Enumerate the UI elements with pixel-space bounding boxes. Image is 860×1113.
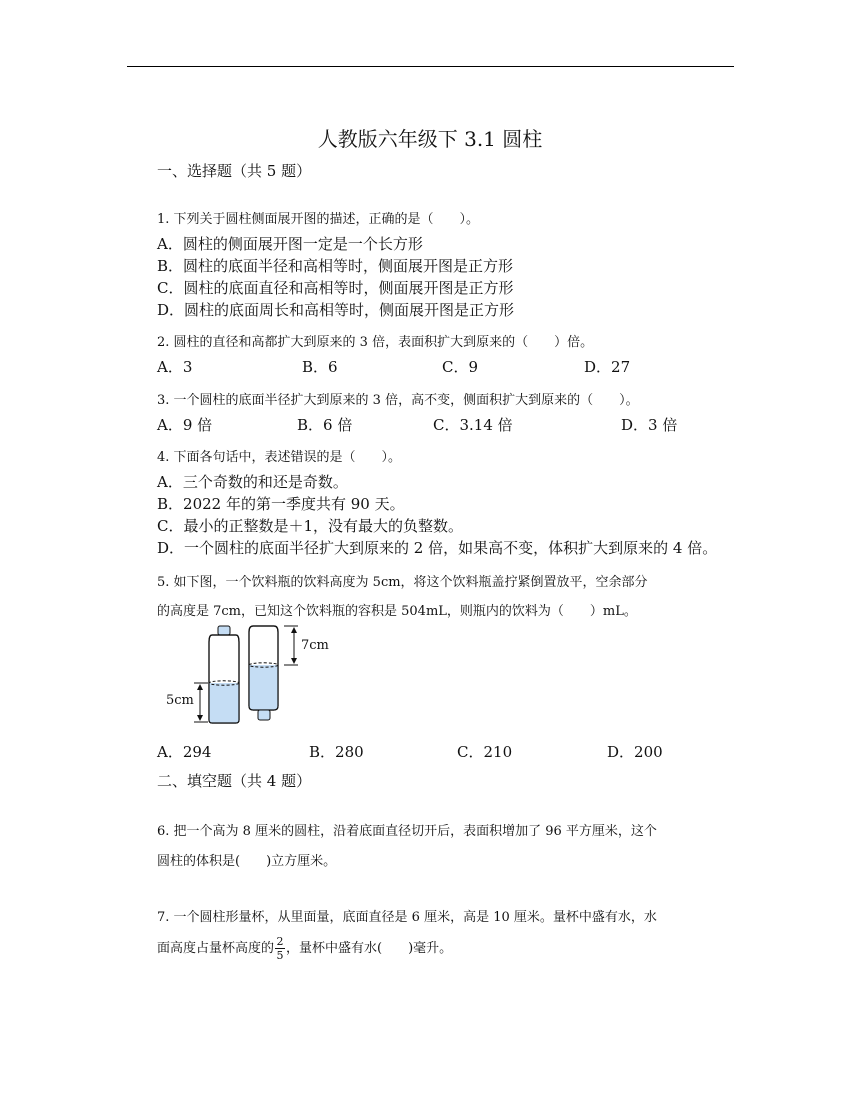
- question-2-stem: 2. 圆柱的直径和高都扩大到原来的 3 倍，表面积扩大到原来的（ ）倍。: [157, 335, 594, 350]
- question-1-stem: 1. 下列关于圆柱侧面展开图的描述，正确的是（ ）。: [157, 212, 480, 227]
- question-3-option-d: D．3 倍: [621, 416, 678, 434]
- upright-bottle: [209, 626, 239, 723]
- question-4-option-d: D．一个圆柱的底面半径扩大到原来的 2 倍，如果高不变，体积扩大到原来的 4 倍。: [157, 539, 718, 557]
- question-3-stem: 3. 一个圆柱的底面半径扩大到原来的 3 倍，高不变，侧面积扩大到原来的（ ）。: [157, 393, 639, 408]
- question-6-line1: 6. 把一个高为 8 厘米的圆柱，沿着底面直径切开后，表面积增加了 96 平方厘米，这个: [157, 824, 657, 839]
- question-3-option-c: C．3.14 倍: [433, 416, 513, 434]
- question-5-stem-line2: 的高度是 7cm，已知这个饮料瓶的容积是 504mL，则瓶内的饮料为（ ）mL。: [157, 604, 637, 619]
- question-7-line1: 7. 一个圆柱形量杯，从里面量，底面直径是 6 厘米，高是 10 厘米。量杯中盛有水，水: [157, 910, 657, 925]
- question-2-option-c: C．9: [442, 358, 479, 376]
- question-2-option-a: A．3: [157, 358, 193, 376]
- question-4-stem: 4. 下面各句话中，表述错误的是（ ）。: [157, 450, 402, 465]
- question-3-option-b: B．6 倍: [297, 416, 353, 434]
- question-7-text-before: 面高度占量杯高度的: [157, 941, 275, 956]
- right-dimension: [284, 626, 298, 665]
- question-1-option-a: A．圆柱的侧面展开图一定是一个长方形: [157, 235, 423, 253]
- fraction-denominator: 5: [276, 949, 284, 962]
- question-1-option-c: C．圆柱的底面直径和高相等时，侧面展开图是正方形: [157, 279, 514, 297]
- question-5-option-a: A．294: [157, 743, 212, 761]
- question-5-stem-line1: 5. 如下图，一个饮料瓶的饮料高度为 5cm，将这个饮料瓶盖拧紧倒置放平，空余部分: [157, 575, 648, 590]
- question-4-option-c: C．最小的正整数是＋1，没有最大的负整数。: [157, 517, 464, 535]
- inverted-bottle: [249, 626, 278, 720]
- question-1-option-d: D．圆柱的底面周长和高相等时，侧面展开图是正方形: [157, 301, 515, 319]
- question-4-option-a: A．三个奇数的和还是奇数。: [157, 473, 348, 491]
- label-7cm: 7cm: [301, 638, 329, 653]
- section-heading-fill: 二、填空题（共 4 题）: [157, 772, 312, 790]
- question-5-option-b: B．280: [309, 743, 364, 761]
- question-2-option-d: D．27: [584, 358, 631, 376]
- question-7-line2: [157, 935, 453, 962]
- question-6-line2: 圆柱的体积是( )立方厘米。: [157, 854, 337, 869]
- question-7-text-after: ，量杯中盛有水( )毫升。: [286, 941, 453, 956]
- section-heading-choice: 一、选择题（共 5 题）: [157, 162, 312, 180]
- fraction-numerator: 2: [276, 935, 284, 948]
- header-rule: [127, 66, 734, 67]
- question-1-option-b: B．圆柱的底面半径和高相等时，侧面展开图是正方形: [157, 257, 514, 275]
- label-5cm: 5cm: [166, 693, 194, 708]
- page-title: 人教版六年级下 3.1 圆柱: [317, 127, 543, 151]
- question-5-option-c: C．210: [457, 743, 513, 761]
- question-3-option-a: A．9 倍: [157, 416, 213, 434]
- question-2-option-b: B．6: [302, 358, 338, 376]
- left-dimension: [194, 683, 208, 722]
- question-4-option-b: B．2022 年的第一季度共有 90 天。: [157, 495, 405, 513]
- question-5-option-d: D．200: [607, 743, 663, 761]
